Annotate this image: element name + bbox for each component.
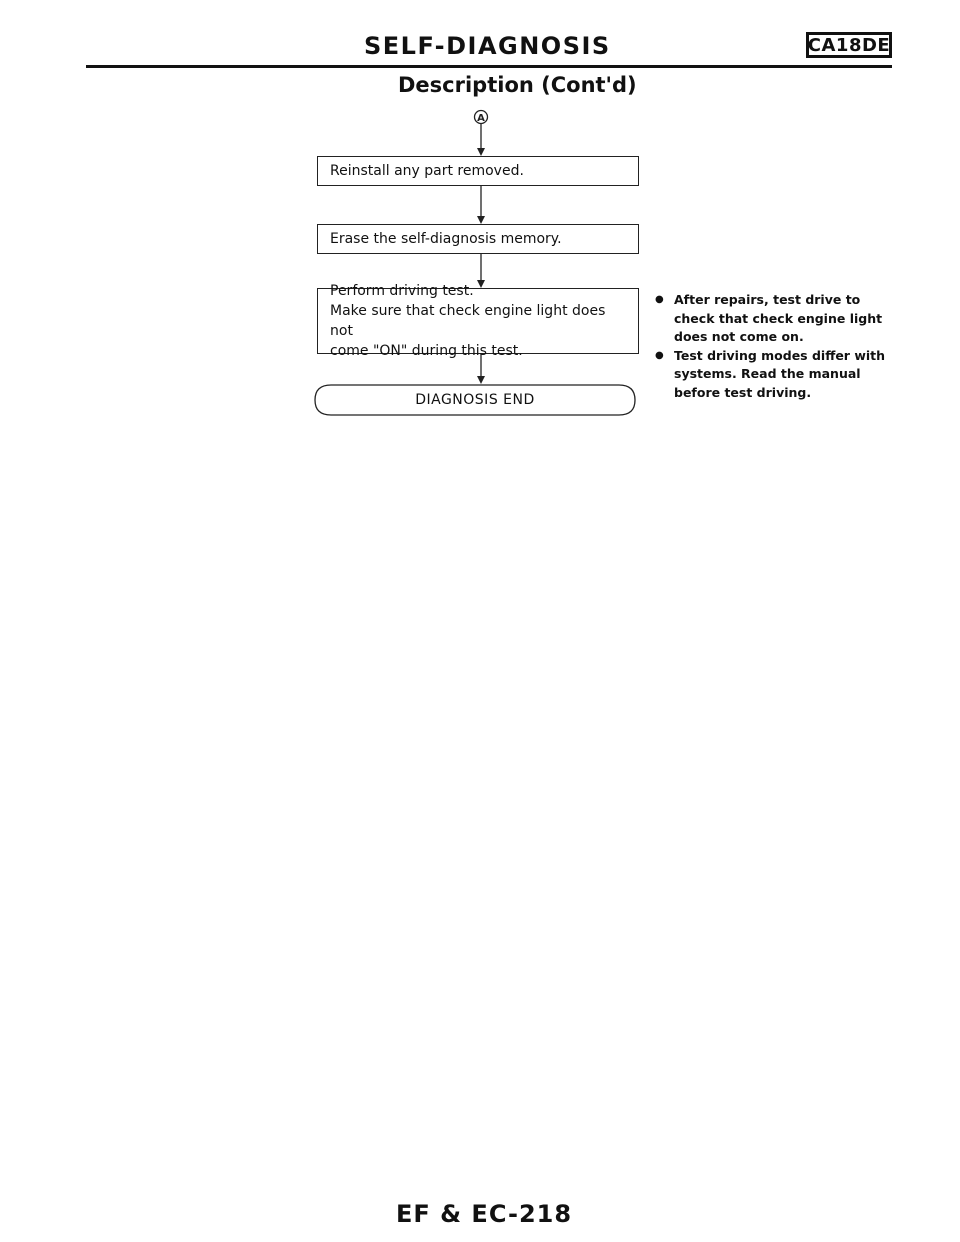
diagnosis-end-label: DIAGNOSIS END bbox=[415, 392, 535, 408]
step-text: Reinstall any part removed. bbox=[330, 163, 524, 179]
arrow-head-1 bbox=[477, 148, 485, 156]
step-text-line: come "ON" during this test. bbox=[330, 343, 523, 359]
flow-step-reinstall bbox=[317, 156, 639, 186]
connector-label: A bbox=[477, 113, 485, 124]
note-item: ● Test driving modes differ with systems. Read the manual before test driving. bbox=[655, 347, 895, 403]
engine-code-badge: CA18DE bbox=[806, 32, 892, 58]
page-title: SELF-DIAGNOSIS bbox=[364, 32, 611, 60]
flow-step-erase-memory bbox=[317, 224, 639, 254]
page-number: EF & EC-218 bbox=[396, 1200, 573, 1228]
step-text: Erase the self-diagnosis memory. bbox=[330, 231, 562, 247]
step-text-line: Perform driving test. bbox=[330, 283, 474, 299]
flow-step-driving-test bbox=[317, 283, 639, 359]
arrow-head-2 bbox=[477, 216, 485, 224]
section-subtitle: Description (Cont'd) bbox=[398, 73, 637, 97]
step-text-line: Make sure that check engine light does not bbox=[330, 303, 606, 339]
arrow-head-4 bbox=[477, 376, 485, 384]
note-item: ● After repairs, test drive to check that check engine light does not come on. bbox=[655, 291, 895, 347]
repair-notes bbox=[655, 291, 895, 402]
